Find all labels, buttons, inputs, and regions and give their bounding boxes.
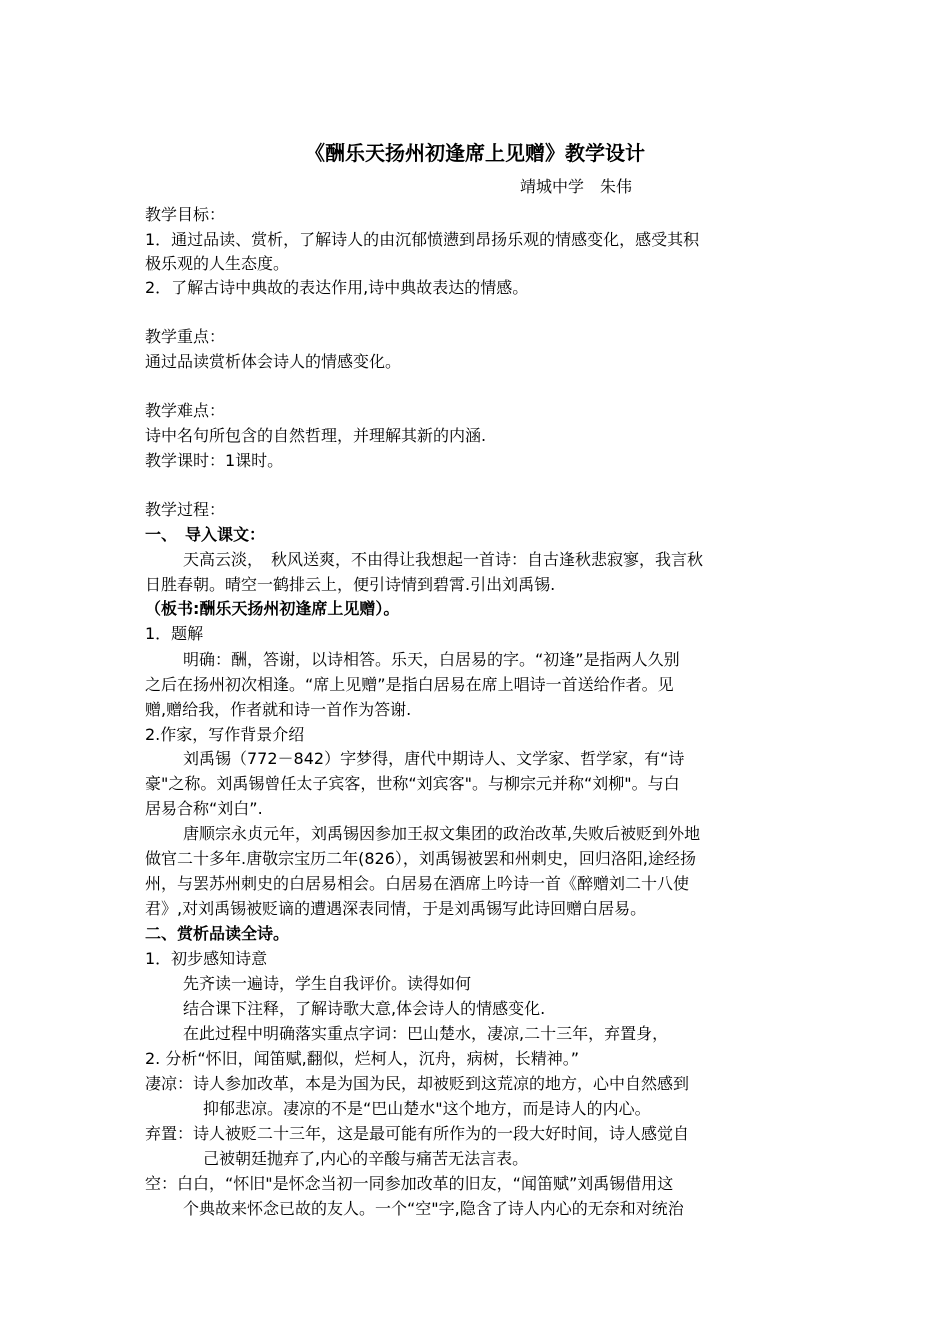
key-heading: 教学重点： [145, 327, 226, 346]
reading-step-3: 在此过程中明确落实重点字词：巴山楚水，凄凉,二十三年，弃置身， [183, 1024, 669, 1043]
author-intro-line-3: 居易合称“刘白”. [145, 799, 263, 818]
author-intro-line-2: 豪"之称。刘禹锡曾任太子宾客，世称“刘宾客"。与柳宗元并称“刘柳"。与白 [145, 774, 680, 793]
process-heading: 教学过程： [145, 500, 226, 519]
goal-2: 2．了解古诗中典故的表达作用,诗中典故表达的情感。 [145, 278, 529, 297]
difficulty-heading: 教学难点： [145, 401, 226, 420]
sub-heading-title-explanation: 1．题解 [145, 624, 204, 643]
goal-1-line-1: 1．通过品读、赏析，了解诗人的由沉郁愤懑到昂扬乐观的情感变化，感受其积 [145, 230, 700, 249]
difficulty-text: 诗中名句所包含的自然哲理，并理解其新的内涵. [145, 426, 487, 445]
analysis-heading: 2. 分析“怀旧，闻笛赋,翻似，烂柯人，沉舟，病树，长精神。” [145, 1049, 580, 1068]
background-line-1: 唐顺宗永贞元年，刘禹锡因参加王叔文集团的政治改革,失败后被贬到外地 [183, 824, 701, 843]
background-line-4: 君》,对刘禹锡被贬谪的遭遇深表同情，于是刘禹锡写此诗回赠白居易。 [145, 899, 647, 918]
background-line-3: 州，与罢苏州刺史的白居易相会。白居易在酒席上吟诗一首《醉赠刘二十八使 [145, 874, 690, 893]
kong-line-2: 个典故来怀念已故的友人。一个“空"字,隐含了诗人内心的无奈和对统治 [183, 1199, 684, 1218]
reading-step-1: 先齐读一遍诗，学生自我评价。读得如何 [183, 974, 472, 993]
intro-line-2: 日胜春朝。晴空一鹤排云上，便引诗情到碧霄.引出刘禹锡. [145, 575, 556, 594]
intro-line-1: 天高云淡， 秋风送爽，不由得让我想起一首诗：自古逢秋悲寂寥，我言秋 [183, 550, 704, 569]
title-explanation-line-3: 赠,赠给我，作者就和诗一首作为答谢. [145, 700, 412, 719]
title-explanation-line-1: 明确：酬，答谢，以诗相答。乐天，白居易的字。“初逢”是指两人久别 [183, 650, 680, 669]
goals-heading: 教学目标： [145, 205, 226, 224]
sub-heading-author-background: 2.作家，写作背景介绍 [145, 725, 305, 744]
author-intro-line-1: 刘禹锡（772－842）字梦得，唐代中期诗人、文学家、哲学家，有“诗 [183, 749, 685, 768]
qizhi-line-2: 己被朝廷抛弃了,内心的辛酸与痛苦无法言表。 [203, 1149, 529, 1168]
sub-heading-first-reading: 1．初步感知诗意 [145, 949, 268, 968]
class-hours: 教学课时：1课时。 [145, 451, 284, 470]
qiliang-line-1: 凄凉：诗人参加改革，本是为国为民，却被贬到这荒凉的地方，心中自然感到 [145, 1074, 690, 1093]
background-line-2: 做官二十多年.唐敬宗宝历二年(826），刘禹锡被罢和州刺史，回归洛阳,途经扬 [145, 849, 696, 868]
qiliang-line-2: 抑郁悲凉。凄凉的不是“巴山楚水"这个地方，而是诗人的内心。 [203, 1099, 651, 1118]
qizhi-line-1: 弃置：诗人被贬二十三年，这是最可能有所作为的一段大好时间，诗人感觉自 [145, 1124, 690, 1143]
title-explanation-line-2: 之后在扬州初次相逢。“席上见赠”是指白居易在席上唱诗一首送给作者。见 [145, 675, 674, 694]
goal-1-line-2: 极乐观的人生态度。 [145, 254, 290, 273]
section-2-heading: 二、赏析品读全诗。 [145, 924, 290, 943]
document-title: 《酬乐天扬州初逢席上见赠》教学设计 [305, 141, 645, 165]
board-note: （板书:酬乐天扬州初逢席上见赠）。 [145, 599, 400, 618]
key-text: 通过品读赏析体会诗人的情感变化。 [145, 352, 402, 371]
kong-line-1: 空：白白，“怀旧"是怀念当初一同参加改革的旧友，“闻笛赋”刘禹锡借用这 [145, 1174, 674, 1193]
section-1-heading: 一、 导入课文： [145, 525, 266, 544]
author-line: 靖城中学 朱伟 [520, 177, 633, 196]
reading-step-2: 结合课下注释，了解诗歌大意,体会诗人的情感变化. [183, 999, 546, 1018]
